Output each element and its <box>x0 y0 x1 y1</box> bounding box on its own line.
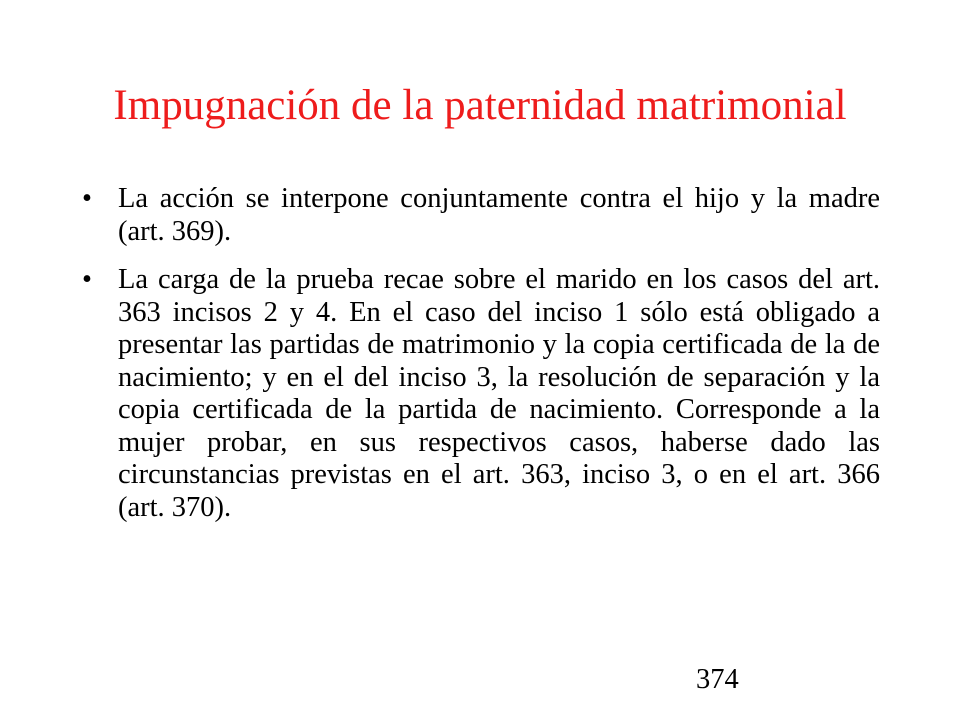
bullet-mark: • <box>82 183 92 214</box>
bullet-text: La carga de la prueba recae sobre el marido en los casos del art. 363 incisos 2 y 4. En el caso del inciso 1 sólo está obligado a presentar las partidas de matrimonio y la copia certificada de la de nacimiento; y en el del inciso 3, la resolución de separación y la copia certificada de la partida de nacimiento. Corresponde a la mujer probar, en sus respectivos casos, haberse dado las circunstancias previstas en el art. 363, inciso 3, o en el art. 366 (art. 370). <box>118 264 880 523</box>
slide-title: Impugnación de la paternidad matrimonial <box>113 82 847 129</box>
bullet-mark: • <box>82 264 92 295</box>
page-number: 374 <box>696 664 739 695</box>
bullet-text: La acción se interpone conjuntamente contra el hijo y la madre (art. 369). <box>118 183 880 247</box>
bullet-item <box>82 264 880 524</box>
bullet-list <box>82 183 880 524</box>
bullet-item <box>82 183 880 248</box>
